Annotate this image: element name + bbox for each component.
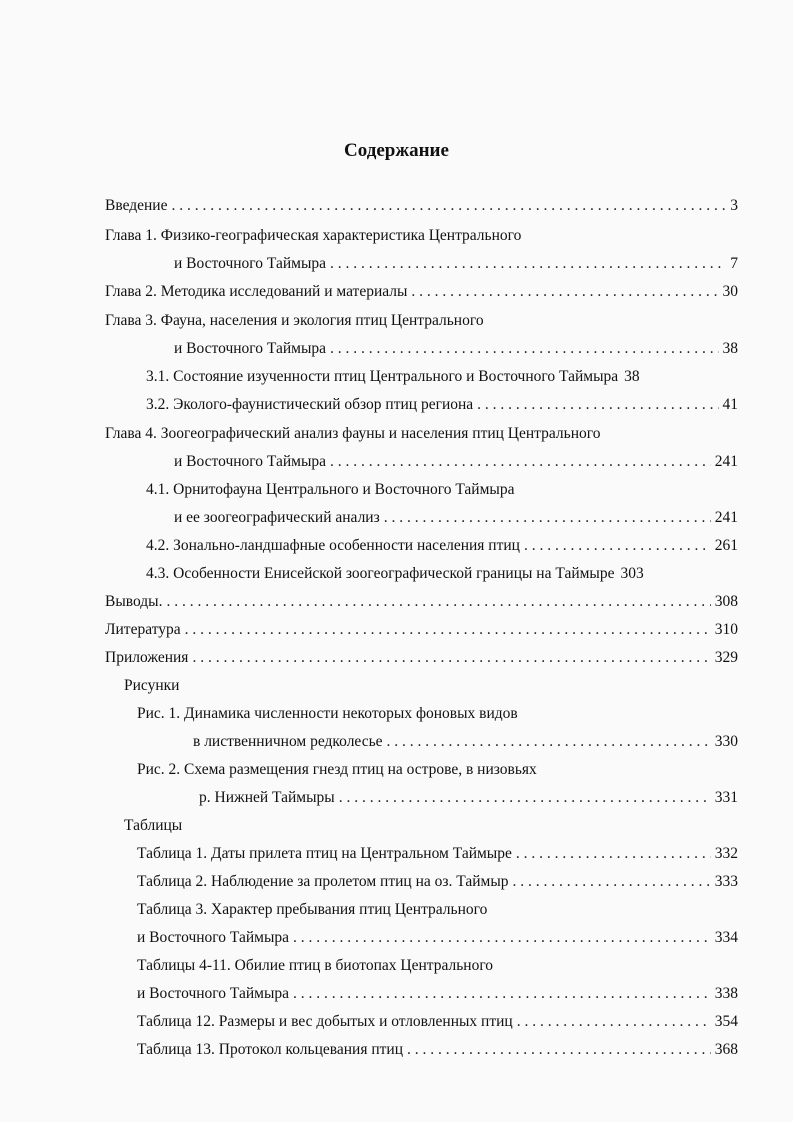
- toc-label: 4.2. Зонально-ландшафные особенности населения птиц: [146, 537, 520, 554]
- toc-page-number: 334: [714, 929, 738, 946]
- toc-entry-table-3: Таблица 3. Характер пребывания птиц Центрального: [137, 901, 488, 918]
- toc-label: Глава 2. Методика исследований и материалы: [105, 283, 408, 300]
- toc-entry-chapter-2: [105, 282, 738, 302]
- toc-label: Таблица 13. Протокол кольцевания птиц: [137, 1041, 404, 1058]
- toc-label: Таблица 1. Даты прилета птиц на Центральном Таймыре: [137, 845, 512, 862]
- toc-page-number: 330: [714, 733, 738, 750]
- toc-entry-chapter-3-cont: [174, 339, 738, 359]
- toc-label: и Восточного Таймыра: [137, 929, 289, 946]
- toc-label: Таблица 2. Наблюдение за пролетом птиц на оз. Таймыр: [137, 873, 509, 890]
- dot-leader: [192, 648, 710, 668]
- toc-entry-conclusions: [105, 592, 738, 612]
- dot-leader: [166, 592, 710, 612]
- toc-label: Введение: [105, 197, 168, 214]
- toc-label: 4.3. Особенности Енисейской зоогеографической границы на Таймыре: [146, 565, 615, 582]
- toc-entry-figure-1-cont: [193, 732, 738, 752]
- dot-leader: [339, 788, 711, 808]
- toc-page-number: 332: [714, 845, 738, 862]
- toc-label: и Восточного Таймыра: [137, 985, 289, 1002]
- toc-entry-introduction: [105, 196, 738, 216]
- toc-label: в лиственничном редколесье: [193, 733, 383, 750]
- toc-entry-section-3-1: [146, 367, 738, 387]
- toc-page-number: 3: [730, 197, 738, 214]
- toc-entry-section-3-2: [146, 395, 738, 415]
- toc-page-number: 241: [714, 509, 738, 526]
- toc-entry-chapter-3: Глава 3. Фауна, населения и экология птиц Центрального: [105, 312, 484, 329]
- toc-entry-section-4-3: [146, 564, 738, 584]
- toc-page-number: 331: [714, 789, 738, 806]
- toc-entry-tables-4-11-cont: [137, 984, 738, 1004]
- dot-leader: [517, 1012, 711, 1032]
- toc-page-number: 310: [714, 621, 738, 638]
- toc-page-number: 303: [620, 565, 644, 582]
- toc-heading-tables: Таблицы: [124, 817, 183, 834]
- toc-page-number: 241: [714, 453, 738, 470]
- toc-entry-chapter-4-cont: [174, 452, 738, 472]
- dot-leader: [293, 928, 711, 948]
- toc-label: 3.2. Эколого-фаунистический обзор птиц региона: [146, 396, 474, 413]
- dot-leader: [512, 872, 710, 892]
- page-title: Содержание: [344, 140, 449, 161]
- dot-leader: [293, 984, 711, 1004]
- toc-page-number: 368: [714, 1041, 738, 1058]
- toc-page-number: 41: [722, 396, 738, 413]
- toc-label: и Восточного Таймыра: [174, 255, 326, 272]
- toc-page-number: 38: [624, 368, 640, 385]
- toc-entry-tables-4-11: Таблицы 4-11. Обилие птиц в биотопах Центрального: [137, 957, 494, 974]
- toc-entry-chapter-4: Глава 4. Зоогеографический анализ фауны и населения птиц Центрального: [105, 425, 601, 442]
- toc-page-number: 261: [714, 537, 738, 554]
- dot-leader: [185, 620, 711, 640]
- toc-entry-table-2: [137, 872, 738, 892]
- toc-entry-table-1: [137, 844, 738, 864]
- toc-label: Таблица 12. Размеры и вес добытых и отловленных птиц: [137, 1013, 513, 1030]
- toc-label: и Восточного Таймыра: [174, 453, 326, 470]
- dot-leader: [384, 508, 711, 528]
- dot-leader: [477, 395, 718, 415]
- toc-label: и ее зоогеографический анализ: [174, 509, 380, 526]
- toc-label: Выводы.: [105, 593, 163, 610]
- toc-entry-figure-2: Рис. 2. Схема размещения гнезд птиц на острове, в низовьях: [137, 761, 537, 778]
- dot-leader: [516, 844, 711, 864]
- toc-heading-figures: Рисунки: [124, 677, 180, 694]
- toc-entry-figure-2-cont: [199, 788, 738, 808]
- toc-page-number: 333: [714, 873, 738, 890]
- toc-label: и Восточного Таймыра: [174, 340, 326, 357]
- toc-label: Литература: [105, 621, 181, 638]
- dot-leader: [330, 452, 711, 472]
- toc-entry-literature: [105, 620, 738, 640]
- dot-leader: [330, 254, 726, 274]
- dot-leader: [330, 339, 719, 359]
- dot-leader: [171, 196, 726, 216]
- toc-page-number: 7: [730, 255, 738, 272]
- dot-leader: [411, 282, 718, 302]
- toc-page-number: 308: [714, 593, 738, 610]
- toc-page-number: 354: [714, 1013, 738, 1030]
- toc-page-number: 338: [714, 985, 738, 1002]
- toc-entry-table-12: [137, 1012, 738, 1032]
- dot-leader: [524, 536, 711, 556]
- toc-label: р. Нижней Таймыры: [199, 789, 335, 806]
- toc-entry-appendices: [105, 648, 738, 668]
- toc-page-number: 329: [714, 649, 738, 666]
- toc-entry-figure-1: Рис. 1. Динамика численности некоторых фоновых видов: [137, 705, 518, 722]
- toc-entry-section-4-1: 4.1. Орнитофауна Центрального и Восточного Таймыра: [146, 481, 515, 498]
- toc-entry-chapter-1: Глава 1. Физико-географическая характеристика Центрального: [105, 227, 522, 244]
- toc-entry-chapter-1-cont: [174, 254, 738, 274]
- toc-label: 3.1. Состояние изученности птиц Центрального и Восточного Таймыра: [146, 368, 619, 385]
- toc-entry-section-4-1-cont: [174, 508, 738, 528]
- dot-leader: [387, 732, 711, 752]
- toc-entry-table-3-cont: [137, 928, 738, 948]
- toc-entry-table-13: [137, 1040, 738, 1060]
- toc-label: Приложения: [105, 649, 189, 666]
- toc-page-number: 38: [722, 340, 738, 357]
- toc-page-number: 30: [722, 283, 738, 300]
- toc-entry-section-4-2: [146, 536, 738, 556]
- dot-leader: [407, 1040, 711, 1060]
